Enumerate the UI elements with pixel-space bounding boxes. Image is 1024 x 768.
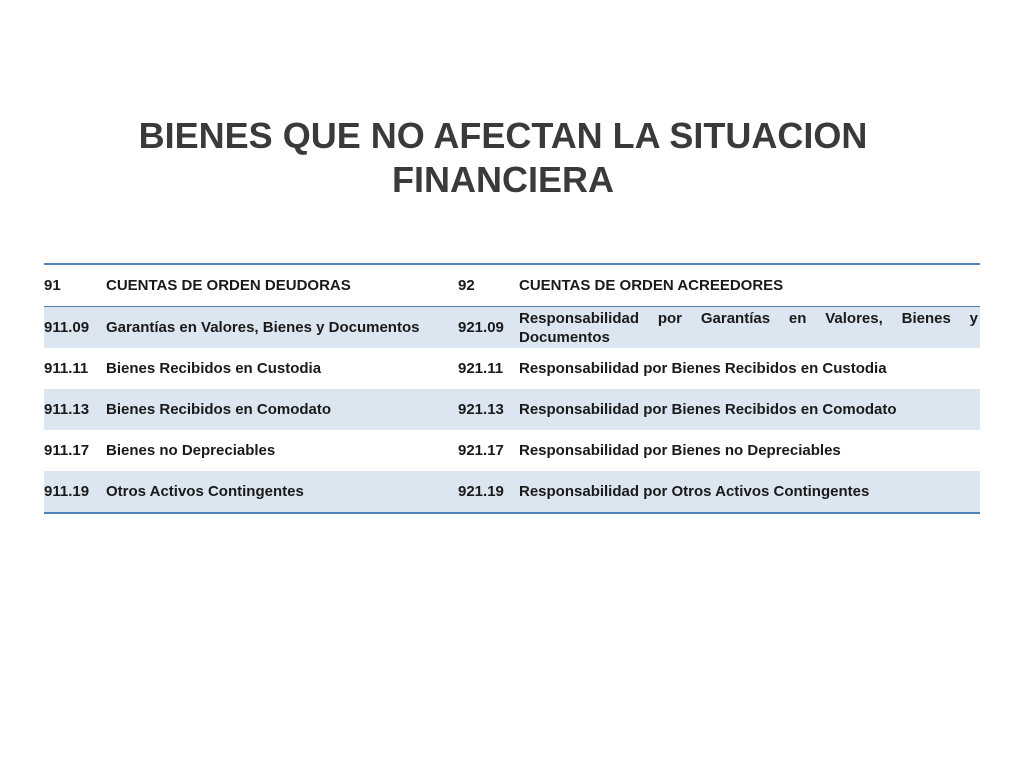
header-code-acreedoras: 92 [458, 277, 475, 294]
code-acreedora: 921.11 [458, 360, 504, 377]
code-deudora: 911.19 [44, 483, 90, 500]
desc-acreedora: Responsabilidad por Garantías en Valores, Bienes y Documentos [519, 309, 978, 346]
table-row [44, 307, 980, 349]
desc-deudora: Bienes no Depreciables [106, 442, 276, 459]
page-title: BIENES QUE NO AFECTAN LA SITUACION FINANCIERA [138, 115, 868, 200]
code-deudora: 911.09 [44, 319, 90, 336]
table-header-row [44, 264, 980, 307]
desc-acreedora: Responsabilidad por Bienes Recibidos en Custodia [519, 360, 887, 377]
desc-acreedora: Responsabilidad por Bienes no Depreciables [519, 442, 841, 459]
code-acreedora: 921.13 [458, 401, 504, 418]
code-deudora: 911.13 [44, 401, 90, 418]
desc-deudora: Bienes Recibidos en Custodia [106, 360, 322, 377]
code-deudora: 911.11 [44, 360, 89, 377]
desc-acreedora: Responsabilidad por Bienes Recibidos en Comodato [519, 401, 897, 418]
header-label-acreedoras: CUENTAS DE ORDEN ACREEDORES [519, 277, 784, 294]
header-label-deudoras: CUENTAS DE ORDEN DEUDORAS [106, 277, 351, 294]
code-acreedora: 921.09 [458, 319, 504, 336]
code-acreedora: 921.19 [458, 483, 504, 500]
accounts-table [44, 263, 980, 514]
table-row [44, 348, 980, 389]
desc-acreedora: Responsabilidad por Otros Activos Contingentes [519, 483, 870, 500]
table-row [44, 389, 980, 430]
desc-deudora: Bienes Recibidos en Comodato [106, 401, 332, 418]
table-row [44, 471, 980, 513]
code-acreedora: 921.17 [458, 442, 504, 459]
table-row [44, 430, 980, 471]
code-deudora: 911.17 [44, 442, 90, 459]
desc-deudora: Garantías en Valores, Bienes y Documentos [106, 319, 420, 336]
desc-deudora: Otros Activos Contingentes [106, 483, 304, 500]
header-code-deudoras: 91 [44, 277, 61, 294]
